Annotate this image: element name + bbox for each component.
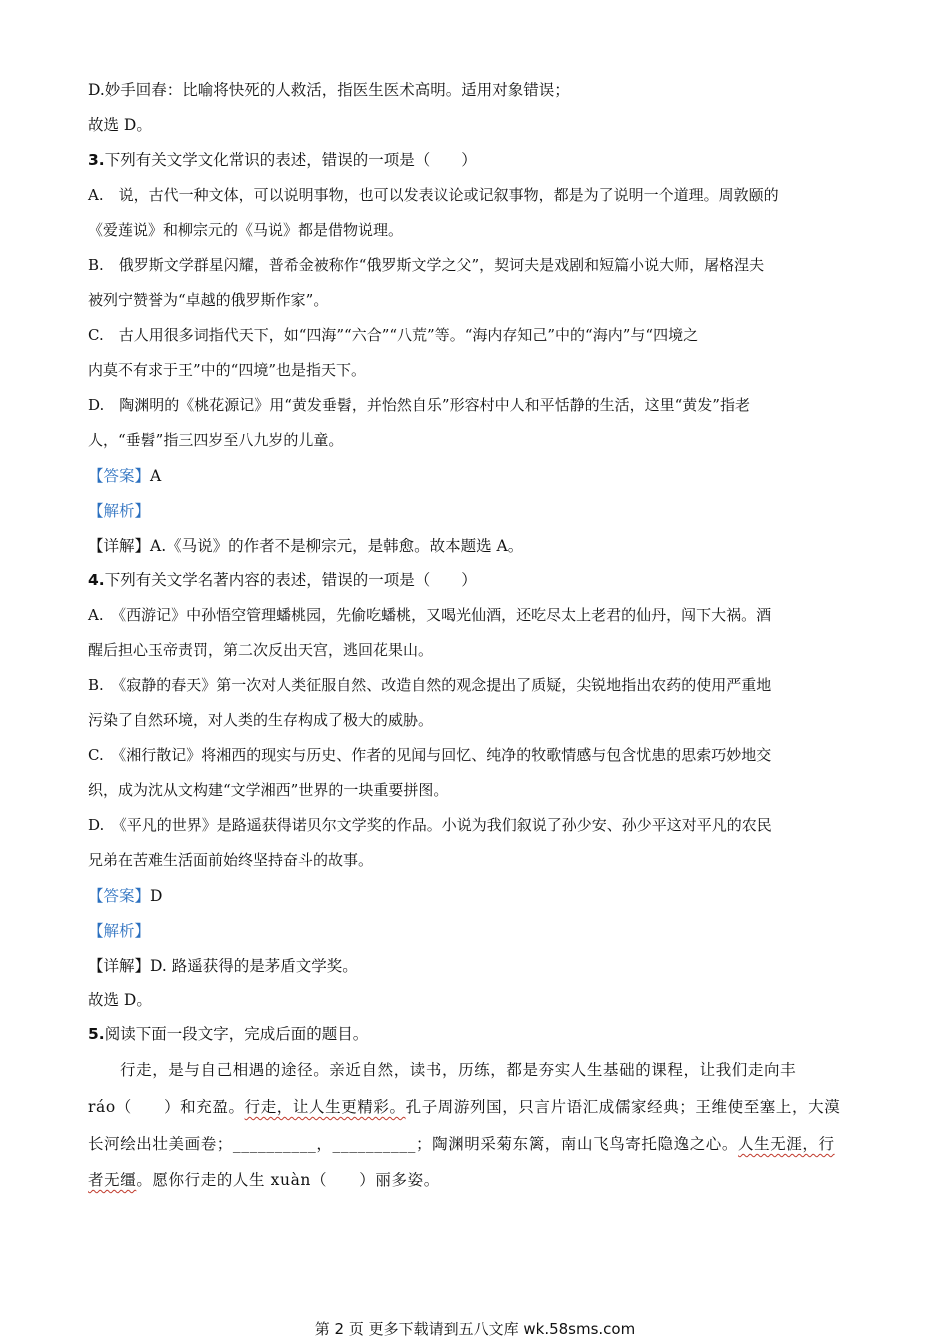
question-number: 4.: [88, 571, 105, 589]
question-3-stem: [88, 150, 477, 170]
passage-text: 孔子周游列国，只言片语汇成儒家经典；王维使至塞上，大漠: [405, 1098, 841, 1116]
option-c-cont: 内莫不有求于王”中的“四境”也是指天下。: [88, 361, 367, 379]
option-d-cont: 兄弟在苦难生活面前始终坚持奋斗的故事。: [88, 851, 374, 869]
question-text: 下列有关文学文化常识的表述，错误的一项是（ ）: [104, 151, 477, 169]
answer-tag: 【答案】: [88, 887, 151, 905]
option-c: C. 古人用很多词指代天下，如“四海”“六合”“八荒”等。“海内存知己”中的“海内”与“四境之: [88, 326, 699, 344]
text-line: 故选 D。: [88, 116, 152, 134]
answer-value: D: [150, 887, 163, 905]
option-b-cont: 污染了自然环境，对人类的生存构成了极大的威胁。: [88, 711, 434, 729]
option-d: D. 《平凡的世界》是路遥获得诺贝尔文学奖的作品。小说为我们叙说了孙少安、孙少平这对平凡的农民: [88, 816, 772, 834]
pinyin-blank: ráo（ ）和充盈。: [88, 1098, 245, 1116]
pinyin-blank: 。愿你行走的人生 xuàn（ ）丽多姿。: [136, 1171, 440, 1189]
question-text: 阅读下面一段文字，完成后面的题目。: [104, 1025, 369, 1043]
detail-line: 【详解】D. 路遥获得的是茅盾文学奖。: [88, 957, 358, 975]
option-d: D. 陶渊明的《桃花源记》用“黄发垂髫，并怡然自乐”形容村中人和平恬静的生活，这里“黄发”指老: [88, 396, 750, 414]
option-b-cont: 被列宁赞誉为“卓越的俄罗斯作家”。: [88, 291, 329, 309]
question-text: 下列有关文学名著内容的表述，错误的一项是（ ）: [104, 571, 477, 589]
option-c: C. 《湘行散记》将湘西的现实与历史、作者的见闻与回忆、纯净的牧歌情感与包含忧患的思索巧妙地交: [88, 746, 772, 764]
passage-line: 行走，是与自己相遇的途径。亲近自然，读书，历练，都是夯实人生基础的课程，让我们走向丰: [120, 1061, 797, 1079]
analysis-tag: 【解析】: [88, 922, 151, 940]
page-footer: 第 2 页 更多下载请到五八文库 wk.58sms.com: [314, 1320, 636, 1338]
passage-line: [88, 1097, 840, 1117]
underlined-sentence: 行走，让人生更精彩。: [244, 1098, 406, 1116]
answer-value: A: [150, 467, 162, 485]
question-4-stem: [88, 570, 477, 590]
underlined-sentence: 人生无涯，行: [738, 1135, 835, 1153]
question-number: 3.: [88, 151, 105, 169]
option-a: A. 《西游记》中孙悟空管理蟠桃园，先偷吃蟠桃，又喝光仙酒，还吃尽太上老君的仙丹，闯下大祸。酒: [88, 606, 772, 624]
underlined-sentence: 者无缰: [88, 1171, 137, 1189]
fill-blanks: 长河绘出壮美画卷；__________，__________；陶渊明采菊东篱，南山飞鸟寄托隐逸之心。: [88, 1135, 739, 1153]
text-line: D.妙手回春：比喻将快死的人救活，指医生医术高明。适用对象错误；: [88, 81, 570, 99]
question-5-stem: [88, 1024, 368, 1044]
option-a: A. 说，古代一种文体，可以说明事物，也可以发表议论或记叙事物，都是为了说明一个道理。周敦颐的: [88, 186, 779, 204]
detail-line: 【详解】A.《马说》的作者不是柳宗元，是韩愈。故本题选 A。: [88, 537, 524, 555]
option-d-cont: 人，“垂髫”指三四岁至八九岁的儿童。: [88, 431, 344, 449]
answer-tag: 【答案】: [88, 467, 151, 485]
text-line: 故选 D。: [88, 991, 152, 1009]
passage-line: [88, 1134, 835, 1154]
option-b: B. 《寂静的春天》第一次对人类征服自然、改造自然的观念提出了质疑，尖锐地指出农药的使用严重地: [88, 676, 772, 694]
question-number: 5.: [88, 1025, 105, 1043]
option-a-cont: 醒后担心玉帝责罚，第二次反出天宫，逃回花果山。: [88, 641, 434, 659]
answer-line: [88, 466, 161, 486]
analysis-tag: 【解析】: [88, 502, 151, 520]
answer-line: [88, 886, 162, 906]
option-c-cont: 织，成为沈从文构建“文学湘西”世界的一块重要拼图。: [88, 781, 449, 799]
passage-line: [88, 1170, 440, 1190]
option-a-cont: 《爱莲说》和柳宗元的《马说》都是借物说理。: [88, 221, 404, 239]
option-b: B. 俄罗斯文学群星闪耀，普希金被称作“俄罗斯文学之父”，契诃夫是戏剧和短篇小说大师，屠格涅夫: [88, 256, 765, 274]
